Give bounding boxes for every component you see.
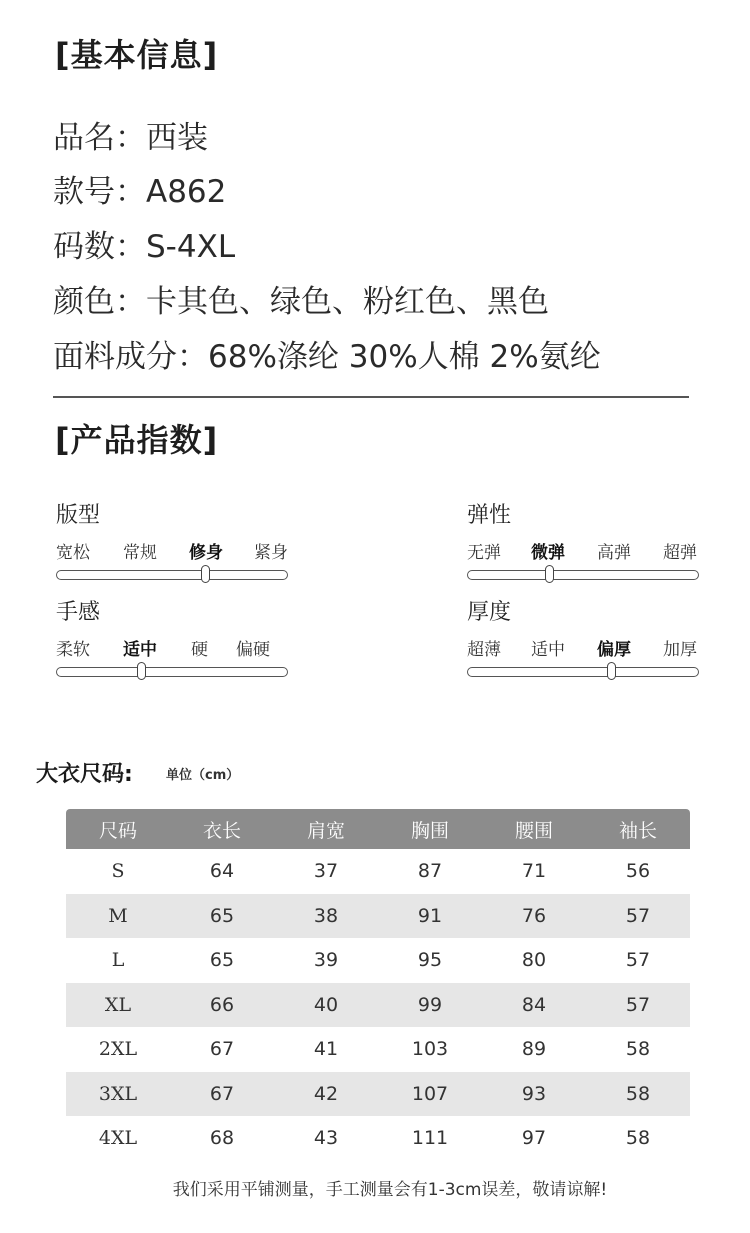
thickness-metric (467, 595, 707, 677)
table-row (66, 983, 690, 1028)
column-header: 尺码 (66, 809, 170, 849)
measurement-cell: 84 (482, 983, 586, 1028)
measurement-cell: 64 (209, 860, 235, 883)
metric-label: 适中 (531, 640, 565, 660)
column-header: 衣长 (170, 809, 274, 849)
size-table (66, 809, 690, 1161)
measurement-cell: 66 (170, 983, 274, 1028)
size-cell: S (111, 860, 125, 883)
metric-labels (467, 635, 707, 663)
metric-label: 硬 (191, 640, 208, 660)
measurement-cell: 67 (209, 1038, 235, 1061)
measurement-cell: 65 (170, 894, 274, 939)
metric-title: 手感 (56, 600, 101, 625)
measurement-cell: 95 (417, 949, 443, 972)
metric-label: 偏厚 (597, 640, 631, 660)
metric-slider-knob (137, 662, 146, 680)
measurement-cell: 58 (625, 1038, 651, 1061)
measurement-cell: 67 (170, 1072, 274, 1117)
size-cell: XL (66, 983, 170, 1028)
measurement-cell: 111 (411, 1127, 449, 1150)
product-name-line: 品名：西装 (53, 120, 208, 156)
size-chart-unit: 单位（cm） (166, 768, 240, 783)
size-cell: M (66, 894, 170, 939)
metric-label: 常规 (123, 543, 157, 563)
measurement-cell: 89 (521, 1038, 547, 1061)
metric-label: 高弹 (597, 543, 631, 563)
column-header: 肩宽 (274, 809, 378, 849)
column-header: 袖长 (586, 809, 690, 849)
measurement-cell: 71 (521, 860, 547, 883)
metric-title: 厚度 (467, 600, 512, 625)
column-header: 胸围 (378, 809, 482, 849)
measurement-cell: 107 (378, 1072, 482, 1117)
measurement-cell: 57 (586, 983, 690, 1028)
measurement-cell: 65 (209, 949, 235, 972)
table-row (66, 1027, 690, 1072)
measurement-cell: 58 (586, 1072, 690, 1117)
metric-slider-knob (201, 565, 210, 583)
metric-label: 紧身 (254, 543, 288, 563)
measurement-cell: 76 (482, 894, 586, 939)
size-chart-heading: 大衣尺码: (36, 762, 133, 787)
metric-label: 宽松 (56, 543, 90, 563)
measurement-cell: 37 (313, 860, 339, 883)
measurement-cell: 58 (625, 1127, 651, 1150)
measurement-cell: 80 (521, 949, 547, 972)
metric-title: 版型 (56, 503, 101, 528)
metric-label: 无弹 (467, 543, 501, 563)
style-number-line: 款号：A862 (53, 174, 227, 210)
measurement-cell: 56 (625, 860, 651, 883)
measurement-cell: 43 (313, 1127, 339, 1150)
metric-label: 超弹 (663, 543, 697, 563)
elasticity-metric (467, 498, 707, 580)
metric-label: 适中 (123, 640, 157, 660)
metric-labels (467, 538, 707, 566)
table-row (66, 894, 690, 939)
measurement-cell: 42 (274, 1072, 378, 1117)
metric-slider-track (467, 570, 699, 580)
metric-labels (56, 538, 296, 566)
measurement-cell: 68 (209, 1127, 235, 1150)
basic-info-title: [基本信息] (55, 36, 219, 74)
measurement-cell: 40 (274, 983, 378, 1028)
metric-slider-track (467, 667, 699, 677)
size-cell: 4XL (98, 1127, 138, 1150)
metric-label: 加厚 (663, 640, 697, 660)
measurement-cell: 97 (521, 1127, 547, 1150)
table-row (66, 849, 690, 894)
measurement-cell: 99 (378, 983, 482, 1028)
measurement-cell: 91 (378, 894, 482, 939)
metric-labels (56, 635, 296, 663)
size-cell: 3XL (66, 1072, 170, 1117)
measurement-cell: 93 (482, 1072, 586, 1117)
measurement-cell: 57 (586, 894, 690, 939)
fabric-line: 面料成分：68%涤纶 30%人棉 2%氨纶 (53, 339, 601, 375)
measurement-cell: 39 (313, 949, 339, 972)
metric-slider-track (56, 570, 288, 580)
color-line: 颜色：卡其色、绿色、粉红色、黑色 (53, 284, 549, 320)
measurement-cell: 103 (411, 1038, 449, 1061)
table-row (66, 1116, 690, 1161)
metric-label: 超薄 (467, 640, 501, 660)
column-header: 腰围 (482, 809, 586, 849)
measurement-note: 我们采用平铺测量，手工测量会有1-3cm误差，敬请谅解! (172, 1180, 608, 1200)
table-row (66, 1072, 690, 1117)
metric-slider-knob (607, 662, 616, 680)
measurement-cell: 41 (313, 1038, 339, 1061)
metric-label: 微弹 (531, 543, 565, 563)
size-range-line: 码数：S-4XL (53, 229, 236, 265)
size-table-header (66, 809, 690, 849)
measurement-cell: 38 (274, 894, 378, 939)
table-row (66, 938, 690, 983)
measurement-cell: 87 (417, 860, 443, 883)
metric-slider-track (56, 667, 288, 677)
size-cell: L (111, 949, 125, 972)
section-divider (53, 396, 689, 398)
size-cell: 2XL (98, 1038, 138, 1061)
metric-label: 偏硬 (236, 640, 270, 660)
measurement-cell: 57 (625, 949, 651, 972)
fit-metric (56, 498, 296, 580)
metric-label: 修身 (189, 543, 223, 563)
product-index-title: [产品指数] (55, 421, 219, 459)
hand-feel-metric (56, 595, 296, 677)
metric-title: 弹性 (467, 503, 512, 528)
metric-slider-knob (545, 565, 554, 583)
metric-label: 柔软 (56, 640, 90, 660)
